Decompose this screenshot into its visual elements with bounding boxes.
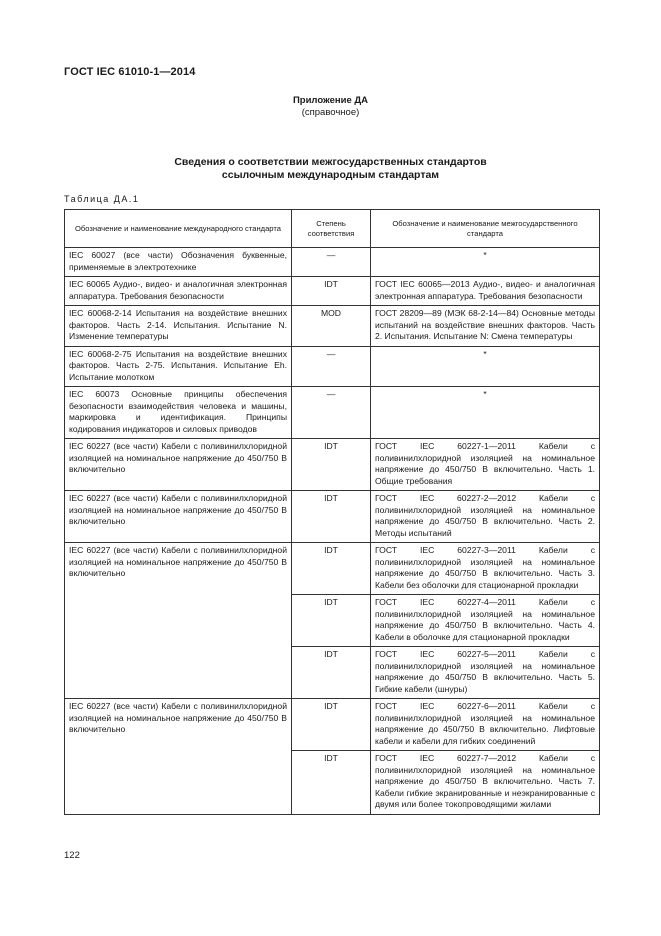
degree-cell: — [292,248,371,277]
section-title [0,156,661,182]
table-row [65,248,600,277]
national-standard-cell: * [371,346,600,387]
degree-cell: IDT [292,751,371,815]
national-standard-cell: ГОСТ IEC 60227-4—2011 Кабели с поливинилхлоридной изоляцией на номинальное напряжение до 450/750 В включительно. Часть 4. Кабели в оболочке для стационарной прокладки [371,595,600,647]
intl-standard-cell: IEC 60073 Основные принципы обеспечения безопасности взаимодействия человека и машины, маркировка и идентификация. Принципы кодирования индикаторов и силовых приводов [65,387,292,439]
document-code: ГОСТ IEC 61010-1—2014 [64,66,196,78]
table-row [65,439,600,491]
intl-standard-cell: IEC 60227 (все части) Кабели с поливинилхлоридной изоляцией на номинальное напряжение до 450/750 В включительно [65,699,292,815]
degree-cell: IDT [292,439,371,491]
header-national-standard: Обозначение и наименование межгосударственного стандарта [371,210,600,248]
header-international-standard: Обозначение и наименование международного стандарта [65,210,292,248]
appendix-heading [0,95,661,119]
degree-cell: — [292,387,371,439]
intl-standard-cell: IEC 60068-2-14 Испытания на воздействие внешних факторов. Часть 2-14. Испытания. Испытание N. Изменение температуры [65,306,292,347]
degree-cell: IDT [292,543,371,595]
correspondence-table [64,209,600,815]
table-label: Таблица ДА.1 [64,194,140,204]
national-standard-cell: ГОСТ IEC 60227-2—2012 Кабели с поливинилхлоридной изоляцией на номинальное напряжение до 450/750 В включительно. Часть 2. Методы испытаний [371,491,600,543]
national-standard-cell: ГОСТ IEC 60227-1—2011 Кабели с поливинилхлоридной изоляцией на номинальное напряжение до 450/750 В включительно. Часть 1. Общие требования [371,439,600,491]
intl-standard-cell: IEC 60227 (все части) Кабели с поливинилхлоридной изоляцией на номинальное напряжение до 450/750 В включительно [65,491,292,543]
national-standard-cell: ГОСТ IEC 60227-5—2011 Кабели с поливинилхлоридной изоляцией на номинальное напряжение до 450/750 В включительно. Часть 5. Гибкие кабели (шнуры) [371,647,600,699]
degree-cell: IDT [292,699,371,751]
degree-cell: IDT [292,595,371,647]
table-row [65,543,600,595]
intl-standard-cell: IEC 60027 (все части) Обозначения буквенные, применяемые в электротехнике [65,248,292,277]
degree-cell: IDT [292,647,371,699]
degree-cell: — [292,346,371,387]
appendix-title: Приложение ДА [292,95,369,106]
national-standard-cell: * [371,248,600,277]
national-standard-cell: * [371,387,600,439]
national-standard-cell: ГОСТ IEC 60227-3—2011 Кабели с поливинилхлоридной изоляцией на номинальное напряжение до 450/750 В включительно. Часть 3. Кабели без оболочки для стационарной прокладки [371,543,600,595]
national-standard-cell: ГОСТ IEC 60065—2013 Аудио-, видео- и аналогичная электронная аппаратура. Требования безопасности [371,277,600,306]
national-standard-cell: ГОСТ IEC 60227-6—2011 Кабели с поливинилхлоридной изоляцией на номинальное напряжение до 450/750 В включительно. Лифтовые кабели и кабели для гибких соединений [371,699,600,751]
degree-cell: MOD [292,306,371,347]
section-title-line1: Сведения о соответствии межгосударственных стандартов [174,156,487,168]
header-degree: Степень соответствия [292,210,371,248]
section-title-line2: ссылочным международным стандартам [221,169,440,181]
intl-standard-cell: IEC 60068-2-75 Испытания на воздействие внешних факторов. Часть 2-75. Испытания. Испытание Eh. Испытание молотком [65,346,292,387]
table-row [65,491,600,543]
intl-standard-cell: IEC 60227 (все части) Кабели с поливинилхлоридной изоляцией на номинальное напряжение до 450/750 В включительно [65,439,292,491]
national-standard-cell: ГОСТ IEC 60227-7—2012 Кабели с поливинилхлоридной изоляцией на номинальное напряжение до 450/750 В включительно. Часть 7. Кабели гибкие экранированные и неэкранированные с двумя или более токопроводящими жилами [371,751,600,815]
national-standard-cell: ГОСТ 28209—89 (МЭК 68-2-14—84) Основные методы испытаний на воздействие внешних факторов. Часть 2. Испытания. Испытание N: Смена температуры [371,306,600,347]
appendix-subtitle: (справочное) [301,107,360,118]
intl-standard-cell: IEC 60065 Аудио-, видео- и аналогичная электронная аппаратура. Требования безопасности [65,277,292,306]
table-header-row [65,210,600,248]
table-row [65,387,600,439]
page-number: 122 [64,850,80,861]
degree-cell: IDT [292,491,371,543]
intl-standard-cell: IEC 60227 (все части) Кабели с поливинилхлоридной изоляцией на номинальное напряжение до 450/750 В включительно [65,543,292,699]
degree-cell: IDT [292,277,371,306]
table-row [65,306,600,347]
table-row [65,699,600,751]
table-row [65,277,600,306]
table-row [65,346,600,387]
